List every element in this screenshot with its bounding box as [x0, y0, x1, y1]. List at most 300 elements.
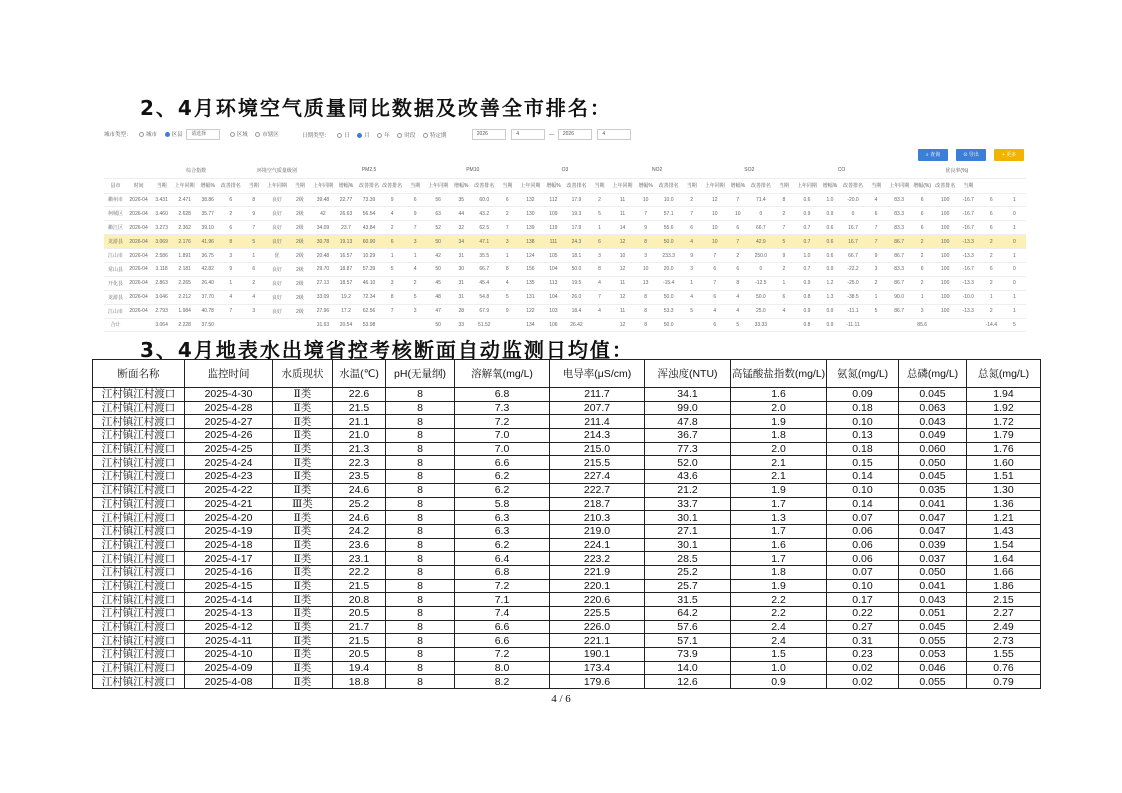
table-cell: 23.7	[334, 221, 357, 235]
table-cell: 7	[496, 221, 519, 235]
radio-checked-icon[interactable]	[357, 133, 362, 138]
table-cell: 3.046	[150, 290, 173, 304]
city-type-option[interactable]: 城市	[146, 131, 158, 138]
table-cell: 131	[519, 290, 542, 304]
table-cell: 2026-04	[127, 235, 150, 249]
table-cell: 2025-4-12	[185, 620, 273, 634]
table-cell: 60.0	[473, 193, 496, 207]
table-cell: 111	[542, 235, 565, 249]
table-cell: 3.460	[150, 207, 173, 221]
air-column-header: 改善排名	[565, 178, 588, 193]
table-cell: 1.9	[731, 415, 827, 429]
table-cell: 138	[519, 235, 542, 249]
radio-icon[interactable]	[337, 133, 342, 138]
table-cell: 6.6	[455, 456, 550, 470]
table-cell: 57.6	[645, 620, 731, 634]
table-cell: 6.8	[455, 388, 550, 402]
table-cell: 0.047	[899, 524, 967, 538]
table-cell: 5	[588, 207, 611, 221]
table-row[interactable]	[104, 221, 1026, 235]
radio-icon[interactable]	[423, 133, 428, 138]
table-cell: 2级	[288, 249, 311, 263]
table-cell: 0.8	[795, 290, 818, 304]
table-cell: 8	[772, 193, 795, 207]
table-cell: 210.3	[550, 511, 645, 525]
table-cell: 0.055	[899, 634, 967, 648]
table-cell: 2025-4-28	[185, 401, 273, 415]
air-column-header: 当期	[496, 178, 519, 193]
table-cell: 2	[588, 193, 611, 207]
air-column-header: 增幅%	[818, 178, 841, 193]
table-cell: Ⅱ类	[273, 483, 333, 497]
air-column-header: 改善排名	[749, 178, 772, 193]
table-cell: 4	[219, 290, 242, 304]
table-cell: 0	[749, 207, 772, 221]
table-row[interactable]	[104, 304, 1026, 318]
table-row[interactable]	[104, 318, 1026, 332]
table-cell: 10	[634, 262, 657, 276]
table-cell: 2.4	[731, 620, 827, 634]
table-cell: Ⅱ类	[273, 456, 333, 470]
water-table-header	[93, 360, 1041, 388]
table-cell: 6.4	[455, 552, 550, 566]
table-cell: -12.5	[749, 276, 772, 290]
table-cell: Ⅲ类	[273, 497, 333, 511]
table-cell: 6	[219, 193, 242, 207]
table-cell: 104	[542, 262, 565, 276]
table-cell: 3.431	[150, 193, 173, 207]
table-cell: 良好	[265, 304, 288, 318]
table-cell: 224.1	[550, 538, 645, 552]
table-cell: 27.13	[311, 276, 334, 290]
radio-checked-icon[interactable]	[165, 132, 170, 137]
table-cell: 6	[726, 221, 749, 235]
table-cell: 57.1	[657, 207, 680, 221]
air-column-header: 上年同期	[427, 178, 450, 193]
table-cell: 9	[772, 249, 795, 263]
table-cell: -38.5	[842, 290, 865, 304]
table-cell: 1.72	[967, 415, 1041, 429]
table-cell: Ⅱ类	[273, 579, 333, 593]
table-cell: 221.9	[550, 565, 645, 579]
table-cell: 4	[588, 304, 611, 318]
table-cell: 20.48	[311, 249, 334, 263]
table-cell: 8	[386, 620, 455, 634]
table-cell: 156	[519, 262, 542, 276]
table-cell: 33	[450, 318, 473, 332]
table-cell: 0.02	[827, 661, 899, 675]
table-cell: 2026-04	[127, 249, 150, 263]
table-cell: 2.15	[967, 593, 1041, 607]
table-cell: 2025-4-23	[185, 470, 273, 484]
table-cell: 221.1	[550, 634, 645, 648]
table-cell: 0	[1003, 235, 1026, 249]
table-cell	[588, 318, 611, 332]
table-cell: 21.5	[333, 579, 386, 593]
table-cell: 77.3	[645, 442, 731, 456]
table-cell: 3	[242, 304, 265, 318]
table-cell: 6	[680, 221, 703, 235]
city-type-option[interactable]: 区域	[236, 131, 248, 138]
table-cell: 90.0	[888, 290, 911, 304]
table-cell: 1	[496, 249, 519, 263]
table-cell: 2025-4-18	[185, 538, 273, 552]
table-cell: 良好	[265, 221, 288, 235]
table-cell: 6	[404, 193, 427, 207]
table-cell: 6	[911, 207, 934, 221]
table-cell: 100	[934, 221, 957, 235]
table-cell: -13.3	[957, 304, 980, 318]
table-cell: 0.7	[795, 262, 818, 276]
table-cell: 42.9	[749, 235, 772, 249]
table-cell: 72.34	[358, 290, 381, 304]
table-cell: 3	[634, 249, 657, 263]
table-cell: 6	[980, 207, 1003, 221]
table-cell: 23.6	[333, 538, 386, 552]
table-cell: 8	[588, 262, 611, 276]
table-cell: 8	[386, 565, 455, 579]
air-column-header: 当期	[150, 178, 173, 193]
table-cell: 0.043	[899, 593, 967, 607]
table-cell: 30	[450, 262, 473, 276]
table-cell: 8	[386, 511, 455, 525]
more-label: 更多	[1006, 152, 1017, 158]
table-cell: 173.4	[550, 661, 645, 675]
table-cell: 7	[381, 304, 404, 318]
air-column-header: 时间	[127, 178, 150, 193]
table-cell: 2025-4-19	[185, 524, 273, 538]
table-cell: 32	[450, 221, 473, 235]
table-cell: 135	[519, 276, 542, 290]
table-cell: 0.9	[818, 304, 841, 318]
table-cell: 16.7	[842, 221, 865, 235]
table-cell: 35	[450, 193, 473, 207]
table-cell: 226.0	[550, 620, 645, 634]
table-cell: 江村镇江村渡口	[93, 579, 185, 593]
table-cell: 2025-4-11	[185, 634, 273, 648]
table-cell: 8	[386, 401, 455, 415]
air-quality-screenshot	[100, 123, 1030, 335]
table-cell	[288, 318, 311, 332]
table-cell: 10	[703, 221, 726, 235]
table-cell: 47.8	[645, 415, 731, 429]
table-cell: 24.6	[333, 511, 386, 525]
table-cell: 5	[404, 290, 427, 304]
table-cell: 21.0	[333, 429, 386, 443]
table-row	[93, 552, 1041, 566]
table-cell: 66.7	[473, 262, 496, 276]
table-cell: 190.1	[550, 648, 645, 662]
table-cell: -13.3	[957, 249, 980, 263]
table-cell: 良好	[265, 290, 288, 304]
table-cell: 2025-4-17	[185, 552, 273, 566]
table-cell: 30.1	[645, 538, 731, 552]
table-cell: 50	[427, 318, 450, 332]
table-cell: 23.5	[333, 470, 386, 484]
group-header: 环境空气质量级别	[242, 163, 311, 178]
table-cell: 7	[404, 221, 427, 235]
city-type-option[interactable]: 市辖区	[262, 131, 279, 138]
table-cell: 14.0	[645, 661, 731, 675]
filter-bar	[104, 129, 1026, 143]
table-cell: 10	[703, 207, 726, 221]
table-cell: 19.2	[334, 290, 357, 304]
table-cell: 8	[386, 552, 455, 566]
table-cell: 江村镇江村渡口	[93, 388, 185, 402]
table-cell: -11.11	[842, 318, 865, 332]
table-cell: 130	[519, 207, 542, 221]
table-cell: 6	[865, 207, 888, 221]
table-cell: 40.78	[196, 304, 219, 318]
table-cell: 21.5	[333, 401, 386, 415]
table-row[interactable]	[104, 207, 1026, 221]
table-cell: 0.9	[818, 318, 841, 332]
table-row	[93, 538, 1041, 552]
table-cell: 2级	[288, 221, 311, 235]
table-cell: 8	[496, 262, 519, 276]
table-row	[93, 456, 1041, 470]
table-cell: 8	[386, 607, 455, 621]
date-type-option[interactable]: 月	[364, 132, 370, 139]
table-cell: 4	[680, 290, 703, 304]
table-cell: 21.2	[645, 483, 731, 497]
table-cell: 18.87	[334, 262, 357, 276]
table-cell: 1.0	[731, 661, 827, 675]
table-cell: 55.6	[657, 221, 680, 235]
table-cell: 0.060	[899, 442, 967, 456]
table-cell: 1.55	[967, 648, 1041, 662]
date-type-option[interactable]: 年	[384, 132, 390, 139]
table-cell	[888, 318, 911, 332]
table-row[interactable]	[104, 290, 1026, 304]
date-type-label: 日期类型：	[302, 132, 330, 139]
table-cell: 2级	[288, 235, 311, 249]
table-row[interactable]	[104, 262, 1026, 276]
table-cell: 0.18	[827, 442, 899, 456]
table-cell: 33.33	[749, 318, 772, 332]
table-cell: 11	[611, 276, 634, 290]
table-cell: 220.1	[550, 579, 645, 593]
table-cell: 26.0	[565, 290, 588, 304]
radio-icon[interactable]	[139, 132, 144, 137]
table-cell: 6	[381, 235, 404, 249]
table-row	[93, 511, 1041, 525]
table-cell: 0.045	[899, 470, 967, 484]
table-row[interactable]	[104, 276, 1026, 290]
air-quality-heading: 2、4月环境空气质量同比数据及改善全市排名：	[140, 96, 612, 120]
table-cell: Ⅱ类	[273, 524, 333, 538]
table-cell: 6	[911, 193, 934, 207]
table-cell: 1.66	[967, 565, 1041, 579]
table-cell: -16.7	[957, 193, 980, 207]
table-cell: 0	[749, 262, 772, 276]
table-cell: 3	[219, 249, 242, 263]
table-cell: 2025-4-25	[185, 442, 273, 456]
table-cell: 103	[542, 304, 565, 318]
table-cell: 合计	[104, 318, 127, 332]
table-cell	[219, 318, 242, 332]
table-cell: Ⅱ类	[273, 552, 333, 566]
table-cell: -20.0	[842, 193, 865, 207]
table-cell: 8	[386, 483, 455, 497]
table-cell: 119	[542, 221, 565, 235]
radio-icon[interactable]	[230, 132, 235, 137]
table-cell: 1.79	[967, 429, 1041, 443]
export-button[interactable]	[956, 149, 986, 161]
table-cell: 7	[242, 221, 265, 235]
table-cell: 6.2	[455, 538, 550, 552]
table-cell: 0.055	[899, 675, 967, 689]
query-button[interactable]	[918, 149, 948, 161]
table-cell: 6.8	[455, 565, 550, 579]
table-cell: 2.586	[150, 249, 173, 263]
table-cell: Ⅱ类	[273, 401, 333, 415]
table-cell: 17.2	[334, 304, 357, 318]
table-cell: 31.63	[311, 318, 334, 332]
table-cell: 83.3	[888, 262, 911, 276]
table-cell: 江村镇江村渡口	[93, 511, 185, 525]
table-cell: 2025-4-27	[185, 415, 273, 429]
table-row	[93, 401, 1041, 415]
table-cell: 2025-4-08	[185, 675, 273, 689]
table-cell: 6.2	[455, 483, 550, 497]
table-cell: 开化县	[104, 276, 127, 290]
more-button[interactable]	[994, 149, 1024, 161]
table-cell: 2025-4-13	[185, 607, 273, 621]
table-cell: 2.27	[967, 607, 1041, 621]
date-type-option[interactable]: 日	[344, 132, 350, 139]
table-row	[93, 497, 1041, 511]
table-cell: 1.984	[173, 304, 196, 318]
table-cell: 2.2	[731, 607, 827, 621]
table-cell: 0.27	[827, 620, 899, 634]
table-cell: 7.0	[455, 442, 550, 456]
table-cell: 0.053	[899, 648, 967, 662]
table-cell: 良好	[265, 193, 288, 207]
table-cell: 江村镇江村渡口	[93, 648, 185, 662]
table-row	[93, 429, 1041, 443]
table-cell: 江村镇江村渡口	[93, 552, 185, 566]
table-row[interactable]	[104, 193, 1026, 207]
from-year-select[interactable]: 2026	[472, 129, 506, 140]
table-cell: 2.265	[173, 276, 196, 290]
table-cell: 35.5	[473, 249, 496, 263]
table-cell: 2.471	[173, 193, 196, 207]
table-cell: 16.57	[334, 249, 357, 263]
table-cell: 11	[611, 304, 634, 318]
table-cell: 3	[680, 262, 703, 276]
table-cell: 1	[911, 290, 934, 304]
table-cell: 5	[381, 262, 404, 276]
table-cell: 0.8	[795, 318, 818, 332]
table-cell: 223.2	[550, 552, 645, 566]
table-cell: Ⅱ类	[273, 675, 333, 689]
table-cell: 47.1	[473, 235, 496, 249]
table-cell: 2	[496, 207, 519, 221]
table-cell: 21.5	[333, 634, 386, 648]
table-cell: 7	[865, 235, 888, 249]
table-cell: 218.7	[550, 497, 645, 511]
table-cell: 3	[404, 304, 427, 318]
table-cell: 0	[1003, 207, 1026, 221]
radio-icon[interactable]	[255, 132, 260, 137]
table-cell: 42.82	[196, 262, 219, 276]
table-cell: 26.42	[565, 318, 588, 332]
table-cell: 1	[1003, 221, 1026, 235]
table-cell: 0.050	[899, 565, 967, 579]
city-type-option[interactable]: 区县	[171, 131, 183, 138]
table-cell: 2026-04	[127, 290, 150, 304]
table-row[interactable]	[104, 249, 1026, 263]
group-header: O3	[519, 163, 611, 178]
radio-icon[interactable]	[377, 133, 382, 138]
table-cell: 2.176	[173, 235, 196, 249]
table-cell: 11	[611, 193, 634, 207]
table-cell: 2	[980, 249, 1003, 263]
table-cell: 0.9	[818, 207, 841, 221]
table-cell: 6	[911, 262, 934, 276]
table-cell: 9	[496, 304, 519, 318]
table-cell: 8	[242, 193, 265, 207]
to-month-select[interactable]: 4	[597, 129, 631, 140]
table-cell: 100	[934, 249, 957, 263]
table-cell: 10.29	[358, 249, 381, 263]
table-cell: 30.78	[311, 235, 334, 249]
table-cell: 8	[219, 235, 242, 249]
table-cell: 12	[611, 290, 634, 304]
table-row[interactable]	[104, 235, 1026, 249]
table-cell: 龙游县	[104, 235, 127, 249]
radio-icon[interactable]	[397, 133, 402, 138]
air-column-header: 上年同期	[265, 178, 288, 193]
date-type-option[interactable]: 特定期	[429, 132, 447, 139]
table-cell: 1.92	[967, 401, 1041, 415]
table-cell: 50.0	[565, 262, 588, 276]
date-type-option[interactable]: 时段	[404, 132, 416, 139]
table-cell: 江村镇江村渡口	[93, 675, 185, 689]
table-cell: 1	[772, 276, 795, 290]
table-cell: 10	[634, 193, 657, 207]
table-cell: 100	[934, 290, 957, 304]
table-cell	[865, 318, 888, 332]
table-cell: 220.6	[550, 593, 645, 607]
table-cell: 1.43	[967, 524, 1041, 538]
table-cell: 0.14	[827, 497, 899, 511]
to-year-select[interactable]: 2026	[558, 129, 592, 140]
table-cell: 9	[634, 221, 657, 235]
table-cell: 2级	[288, 276, 311, 290]
air-column-header: 上年同期	[888, 178, 911, 193]
table-cell: 2026-04	[127, 304, 150, 318]
table-cell: 10.0	[657, 193, 680, 207]
table-cell: 8	[726, 276, 749, 290]
table-cell	[265, 318, 288, 332]
county-select[interactable]: 请选择	[186, 129, 220, 140]
table-cell: 0.06	[827, 524, 899, 538]
water-quality-table	[92, 359, 1041, 689]
from-month-select[interactable]: 4	[511, 129, 545, 140]
table-cell: 2025-4-21	[185, 497, 273, 511]
table-cell: 31	[450, 290, 473, 304]
air-column-header: 增幅%	[634, 178, 657, 193]
table-cell: 0.041	[899, 497, 967, 511]
table-row	[93, 620, 1041, 634]
table-cell: 3	[496, 235, 519, 249]
table-cell: 江村镇江村渡口	[93, 483, 185, 497]
table-cell: 4	[404, 262, 427, 276]
table-cell: 19.3	[565, 207, 588, 221]
table-cell: 122	[519, 304, 542, 318]
